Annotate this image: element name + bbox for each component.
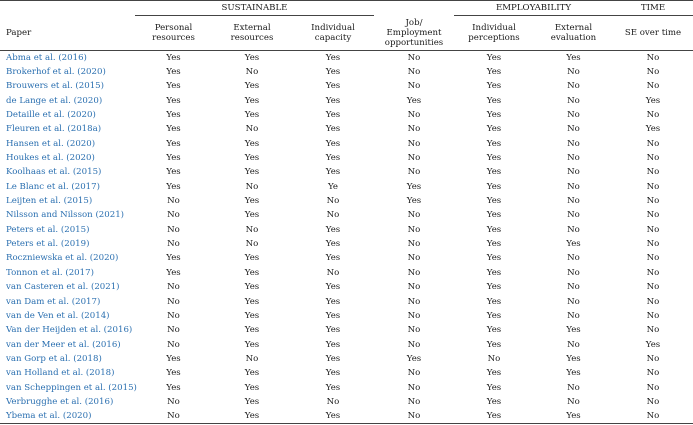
value-cell: No [245,239,259,250]
value-cell: No [407,210,421,221]
table-row [0,309,693,323]
value-cell: No [567,67,580,78]
value-cell: Yes [244,339,260,350]
value-cell: Yes [244,81,260,92]
paper-cell: Ybema et al. (2020) [0,409,135,423]
paper-cell: van Gorp et al. (2018) [6,353,102,364]
paper-cell: Brokerhof et al. (2020) [6,67,106,78]
table-row [0,137,693,151]
value-cell: No [567,196,580,207]
paper-cell: Verbrugghe et al. (2016) [6,396,114,407]
value-cell: Ye [327,181,338,192]
value-cell: No [407,167,421,178]
paper-cell: van Scheppingen et al. (2015) [6,382,137,393]
value-cell: No [567,296,580,307]
column-header-row [0,16,693,51]
value-cell: Yes [486,81,502,92]
paper-cell: Tonnon et al. (2017) [6,267,94,278]
value-cell: No [407,239,421,250]
value-cell: Yes [486,67,502,78]
value-cell: No [326,196,340,207]
value-cell: Yes [325,310,341,321]
paper-cell: Leijten et al. (2015) [6,196,93,207]
value-cell: No [567,110,580,121]
value-cell: No [646,253,660,264]
col-job-opportunities-label: Job/ Employment opportunities [384,17,444,48]
table-row [0,122,693,136]
value-cell: Yes [325,81,341,92]
table-row [0,352,693,366]
value-cell: No [646,224,660,235]
group-time: TIME [613,1,693,16]
value-cell: Yes [406,181,422,192]
value-cell: Yes [325,124,341,135]
value-cell: Yes [486,124,502,135]
value-cell: No [646,282,660,293]
table-row [0,151,693,165]
value-cell: No [326,396,340,407]
value-cell: No [167,339,180,350]
table-row [0,223,693,237]
paper-cell: Houkes et al. (2020) [6,153,95,164]
value-cell: No [646,382,660,393]
value-cell: Yes [166,110,181,121]
value-cell: No [407,110,421,121]
table-row [0,395,693,409]
paper-cell: van de Ven et al. (2014) [6,310,110,321]
value-cell: Yes [244,296,260,307]
value-cell: Yes [406,353,422,364]
value-cell: No [167,196,180,207]
value-cell: No [567,339,580,350]
value-cell: No [167,396,180,407]
value-cell: Yes [486,52,502,63]
value-cell: No [567,310,580,321]
value-cell: No [326,210,340,221]
value-cell: Yes [166,181,181,192]
value-cell: Yes [486,253,502,264]
value-cell: Yes [244,110,260,121]
value-cell: No [245,67,259,78]
value-cell: Yes [244,310,260,321]
table-row [0,165,693,179]
table-row [0,323,693,337]
value-cell: No [167,325,180,336]
value-cell: Yes [244,95,260,106]
value-cell: No [407,325,421,336]
value-cell: No [407,382,421,393]
value-cell: No [407,153,421,164]
value-cell: Yes [244,138,260,149]
value-cell: Yes [325,224,341,235]
value-cell: No [646,138,660,149]
value-cell: Yes [166,167,181,178]
value-cell: No [567,267,580,278]
value-cell: Yes [325,67,341,78]
value-cell: No [646,296,660,307]
paper-cell: Brouwers et al. (2015) [6,81,105,92]
value-cell: Yes [244,368,260,379]
value-cell: No [245,181,259,192]
value-cell: Yes [244,253,260,264]
group-header-row [0,1,693,16]
col-external-evaluation-label: External evaluation [550,23,597,43]
value-cell: Yes [166,368,181,379]
paper-cell: van Dam et al. (2017) [6,296,101,307]
table-row [0,366,693,380]
value-cell: No [567,382,580,393]
paper-cell: Koolhaas et al. (2015) [6,167,102,178]
value-cell: Yes [325,138,341,149]
value-cell: No [245,353,259,364]
col-external-resources-label: External resources [230,23,274,43]
value-cell: No [407,368,421,379]
value-cell: Yes [166,153,181,164]
value-cell: Yes [292,409,374,423]
value-cell: Yes [486,325,502,336]
value-cell: Yes [486,267,502,278]
value-cell: No [646,368,660,379]
value-cell: Yes [645,339,661,350]
value-cell: Yes [486,396,502,407]
paper-cell: Roczniewska et al. (2020) [6,253,119,264]
value-cell: No [167,282,180,293]
value-cell: Yes [325,339,341,350]
value-cell: Yes [486,196,502,207]
value-cell: Yes [325,52,341,63]
col-external-resources [212,16,292,51]
paper-cell: van Holland et al. (2018) [6,368,115,379]
value-cell: No [567,153,580,164]
value-cell: Yes [566,52,581,63]
value-cell: Yes [166,382,181,393]
table-row [0,94,693,108]
value-cell: Yes [166,67,181,78]
paper-cell: van Casteren et al. (2021) [6,282,120,293]
col-paper: Paper [0,16,135,51]
col-individual-perceptions [454,16,534,51]
paper-cell: Hansen et al. (2020) [6,138,96,149]
col-se-over-time: SE over time [613,16,693,51]
table-row [0,180,693,194]
value-cell: Yes [486,224,502,235]
paper-cell: Van der Heijden et al. (2016) [6,325,133,336]
table-row [0,280,693,294]
group-sustainable: SUSTAINABLE [135,1,374,16]
value-cell: No [407,310,421,321]
value-cell: Yes [566,353,581,364]
value-cell: No [646,310,660,321]
table-row [0,380,693,394]
value-cell: Yes [166,253,181,264]
value-cell: No [646,52,660,63]
table-row [0,337,693,351]
value-cell: No [646,353,660,364]
value-cell: No [245,224,259,235]
value-cell: Yes [486,167,502,178]
table-row [0,194,693,208]
table-row [0,409,693,423]
value-cell: Yes [325,382,341,393]
value-cell: Yes [244,396,260,407]
value-cell: Yes [325,153,341,164]
value-cell: Yes [486,153,502,164]
paper-cell: Le Blanc et al. (2017) [6,181,100,192]
value-cell: Yes [325,239,341,250]
value-cell: No [567,210,580,221]
value-cell: No [646,167,660,178]
value-cell: Yes [486,282,502,293]
value-cell: No [245,124,259,135]
value-cell: Yes [325,296,341,307]
value-cell: Yes [486,296,502,307]
group-employability: EMPLOYABILITY [454,1,613,16]
value-cell: Yes [486,95,502,106]
value-cell: Yes [486,110,502,121]
value-cell: No [407,138,421,149]
value-cell: Yes [325,282,341,293]
value-cell: Yes [166,81,181,92]
value-cell: No [646,81,660,92]
paper-cell: Detaille et al. (2020) [6,110,96,121]
table-row [0,79,693,93]
value-cell: Yes [486,310,502,321]
value-cell: Yes [244,52,260,63]
value-cell: Yes [244,153,260,164]
value-cell: No [646,239,660,250]
value-cell: No [567,396,580,407]
value-cell: No [646,110,660,121]
table-row [0,51,693,65]
value-cell: No [407,52,421,63]
value-cell: Yes [325,368,341,379]
value-cell: Yes [325,95,341,106]
value-cell: No [167,296,180,307]
value-cell: No [646,67,660,78]
value-cell: Yes [406,196,422,207]
value-cell: Yes [486,382,502,393]
value-cell: Yes [486,138,502,149]
value-cell: Yes [406,95,422,106]
value-cell: No [167,310,180,321]
table-row [0,294,693,308]
value-cell: Yes [566,239,581,250]
value-cell: No [646,325,660,336]
value-cell: No [407,296,421,307]
value-cell: No [646,196,660,207]
value-cell: Yes [645,124,661,135]
paper-cell: van der Meer et al. (2016) [6,339,121,350]
value-cell: Yes [325,167,341,178]
paper-cell: Nilsson and Nilsson (2021) [6,210,125,221]
value-cell: No [567,95,580,106]
value-cell: No [567,282,580,293]
table-row [0,237,693,251]
table-row [0,65,693,79]
paper-cell: Peters et al. (2015) [6,224,90,235]
value-cell: Yes [534,409,613,423]
value-cell: Yes [244,382,260,393]
value-cell: No [135,409,212,423]
value-cell: Yes [244,196,260,207]
table-body [0,51,693,424]
value-cell: No [167,210,180,221]
value-cell: No [567,181,580,192]
value-cell: Yes [486,210,502,221]
value-cell: No [407,81,421,92]
value-cell: Yes [486,181,502,192]
value-cell: No [407,124,421,135]
table-row [0,251,693,265]
value-cell: No [167,224,180,235]
value-cell: Yes [486,368,502,379]
value-cell: No [613,409,693,423]
value-cell: No [646,396,660,407]
value-cell: Yes [212,409,292,423]
value-cell: Yes [166,267,181,278]
value-cell: Yes [244,325,260,336]
col-job-opportunities [374,16,454,51]
col-external-evaluation [534,16,613,51]
value-cell: Yes [486,239,502,250]
value-cell: Yes [244,282,260,293]
value-cell: No [407,67,421,78]
paper-cell: de Lange et al. (2020) [6,95,103,106]
col-individual-capacity-label: Individual capacity [311,23,355,43]
value-cell: Yes [166,124,181,135]
table-row [0,266,693,280]
value-cell: Yes [325,110,341,121]
value-cell: Yes [244,167,260,178]
table-row [0,208,693,222]
value-cell: Yes [244,210,260,221]
value-cell: No [567,124,580,135]
value-cell: No [167,239,180,250]
col-personal-resources-label: Personal resources [152,23,195,43]
value-cell: Yes [166,95,181,106]
paper-cell: Abma et al. (2016) [6,52,87,63]
value-cell: Yes [166,353,181,364]
table-row [0,108,693,122]
value-cell: No [374,409,454,423]
value-cell: No [646,267,660,278]
value-cell: No [407,339,421,350]
value-cell: No [407,267,421,278]
value-cell: Yes [325,353,341,364]
value-cell: Yes [566,325,581,336]
value-cell: Yes [325,325,341,336]
value-cell: Yes [166,52,181,63]
col-personal-resources [135,16,212,51]
value-cell: No [646,181,660,192]
value-cell: No [567,167,580,178]
col-individual-perceptions-label: Individual perceptions [468,23,520,43]
value-cell: Yes [486,339,502,350]
value-cell: Yes [645,95,661,106]
value-cell: Yes [566,368,581,379]
value-cell: No [646,153,660,164]
value-cell: Yes [454,409,534,423]
value-cell: No [646,210,660,221]
value-cell: No [407,224,421,235]
col-individual-capacity [292,16,374,51]
value-cell: No [567,224,580,235]
value-cell: No [326,267,340,278]
value-cell: No [487,353,501,364]
value-cell: Yes [244,267,260,278]
value-cell: Yes [325,253,341,264]
value-cell: No [567,253,580,264]
value-cell: No [567,138,580,149]
paper-cell: Peters et al. (2019) [6,239,90,250]
paper-cell: Fleuren et al. (2018a) [6,124,102,135]
value-cell: No [567,81,580,92]
value-cell: No [407,253,421,264]
value-cell: Yes [166,138,181,149]
value-cell: No [407,396,421,407]
value-cell: No [407,282,421,293]
